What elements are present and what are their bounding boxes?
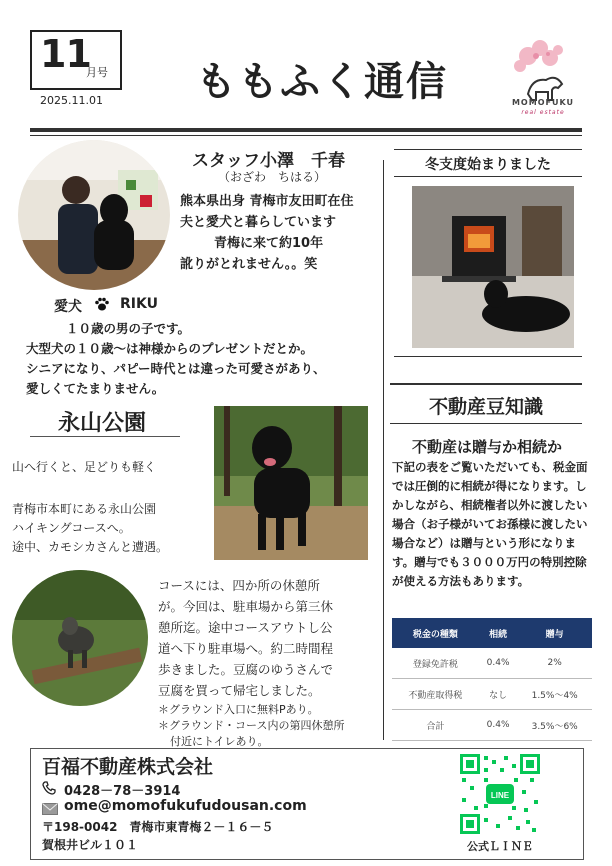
dog-description-line: １０歳の男の子です。 — [66, 321, 191, 336]
phone-icon — [42, 781, 56, 795]
tax-table-cell: 3.5%～6% — [517, 710, 592, 741]
line-qr-code — [460, 754, 540, 834]
issue-unit: 月号 — [86, 66, 108, 79]
staff-photo — [18, 140, 170, 290]
dog-label: 愛犬 — [54, 299, 82, 315]
tax-table-header: 贈与 — [517, 618, 592, 648]
tax-table-cell: 0.4% — [479, 648, 518, 679]
course-line: 憩所迄。途中コースアウトし公 — [158, 620, 333, 635]
park-title-rule — [30, 436, 180, 437]
course-line: が。今回は、駐車場から第三休 — [158, 599, 334, 614]
mame-title: 不動産豆知識 — [428, 396, 543, 418]
winter-rule-bottom — [394, 176, 582, 177]
address-line: 〒198-0042 青梅市東青梅２－１６－５ — [42, 820, 274, 834]
logo-subtitle: real estate — [521, 109, 565, 116]
tax-table-cell: なし — [479, 679, 518, 710]
course-line: 歩きました。豆腐のゆうさんで — [158, 662, 334, 677]
tax-table-cell: 合計 — [392, 710, 479, 741]
serow-photo — [12, 570, 148, 706]
tax-table-cell: 0.4% — [479, 710, 518, 741]
email-address: ome@momofukufudousan.com — [64, 798, 307, 814]
staff-reading: （おざわ ちはる） — [218, 170, 327, 184]
tax-table-row — [392, 648, 592, 679]
dog-description-line: シニアになり、パピー時代とは違った可愛さがあり、 — [26, 361, 326, 376]
tax-table-cell: 不動産取得税 — [392, 679, 479, 710]
staff-name: スタッフ小澤 千春 — [192, 151, 345, 171]
newsletter-title: ももふく通信 — [196, 59, 448, 105]
winter-rule-top — [394, 149, 582, 150]
tax-table-row — [392, 679, 592, 710]
mail-icon — [42, 803, 58, 815]
address-line: 賀根井ビル１０１ — [42, 838, 139, 852]
header-rule-thin — [30, 135, 582, 136]
tax-table-cell: 2% — [517, 648, 592, 679]
momofuku-logo — [498, 36, 586, 120]
phone-number: 0428－78－3914 — [64, 784, 181, 799]
mame-heading: 不動産は贈与か相続か — [411, 438, 562, 456]
qr-line-text: LINE — [490, 791, 510, 800]
course-line: 道へ下り駐車場へ。約二時間程 — [158, 641, 334, 656]
course-line: 豆腐を買って帰宅しました。 — [158, 683, 321, 698]
course-line: コースには、四か所の休憩所 — [158, 578, 320, 593]
staff-bio-line: 夫と愛犬と暮らしています — [180, 215, 337, 230]
logo-name: MOMOFUKU — [511, 98, 575, 107]
dog-description-line: 愛しくてたまりません。 — [26, 381, 165, 396]
park-note: 付近にトイレあり。 — [170, 735, 269, 748]
tax-table-header-row — [392, 618, 592, 648]
company-name: 百福不動産株式会社 — [42, 756, 214, 778]
dog-description-line: 大型犬の１０歳～は神様からのプレゼントだとか。 — [26, 341, 314, 356]
dog-park-photo — [214, 406, 368, 560]
tax-table-cell: 登録免許税 — [392, 648, 479, 679]
staff-bio-line: 訛りがとれません。。笑 — [180, 257, 318, 272]
park-line: ハイキングコースへ。 — [12, 521, 131, 535]
header-rule — [30, 128, 582, 132]
column-divider — [383, 160, 384, 740]
tax-table-header: 税金の種類 — [392, 618, 479, 648]
tax-table-row — [392, 710, 592, 741]
mame-rule-top — [390, 383, 582, 385]
park-note: ＊グラウンド入口に無料Pあり。 — [158, 703, 319, 716]
park-title: 永山公園 — [58, 411, 147, 436]
park-lead: 山へ行くと、足どりも軽く — [12, 460, 157, 474]
park-note: ＊グラウンド・コース内の第四休憩所 — [158, 719, 345, 732]
stove-photo — [412, 186, 574, 348]
park-line: 途中、カモシカさんと遭遇。 — [12, 540, 169, 554]
qr-label: 公式ＬＩＮＥ — [467, 840, 533, 853]
winter-rule-under — [394, 356, 582, 357]
issue-date: 2025.11.01 — [40, 94, 103, 107]
park-line: 青梅市本町にある永山公園 — [12, 502, 157, 516]
issue-number: 11 — [40, 32, 91, 76]
staff-bio-line: 熊本県出身 青梅市友田町在住 — [180, 194, 354, 209]
mame-rule-bottom — [390, 423, 582, 424]
winter-title: 冬支度始まりました — [425, 157, 551, 173]
tax-table — [392, 618, 592, 741]
tax-table-cell: 1.5%～4% — [517, 679, 592, 710]
tax-table-header: 相続 — [479, 618, 518, 648]
dog-name: RIKU — [120, 296, 158, 312]
staff-bio-line: 青梅に来て約10年 — [214, 236, 324, 251]
paw-icon — [94, 296, 110, 312]
mame-body: 下記の表をご覧いただいても、税金面では圧倒的に相続が得になります。しかしながら、相続権者以外に渡したい場合（お子様がいてお孫様に渡したい場合など）は贈与という形になります。贈与でも３０００万円の特別控除が使える方法もあります。 — [392, 460, 588, 588]
